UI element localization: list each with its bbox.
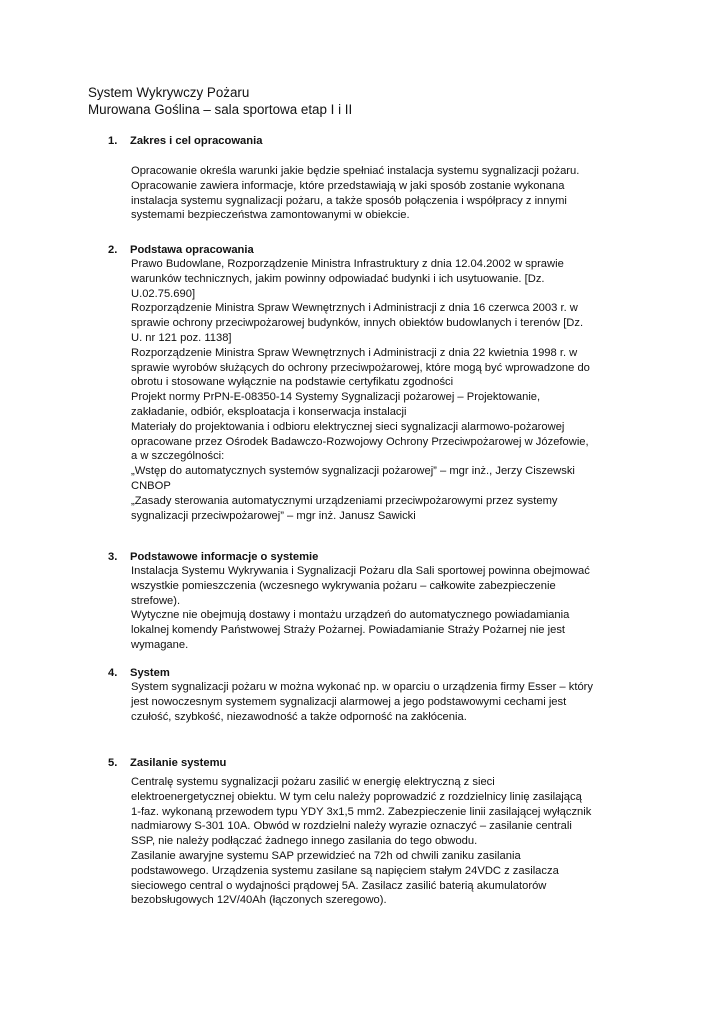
text-line: sieciowego central o wydajności prądowej 5A. Zasilacz zasilić baterią akumulatorów — [131, 879, 547, 892]
text-line: instalacja systemu sygnalizacji pożaru, a także sposób połączenia i współpracy z innymi — [131, 194, 567, 207]
text-line: opracowane przez Ośrodek Badawczo-Rozwojowy Ochrony Przeciwpożarowej w Józefowie, — [131, 435, 589, 448]
section-number: 1. — [108, 135, 118, 147]
text-line: lokalnej komendy Państwowej Straży Pożarnej. Powiadamianie Straży Pożarnej nie jest — [131, 624, 566, 637]
text-line: Opracowanie zawiera informacje, które przedstawiają w jaki sposób zostanie wykonana — [131, 179, 565, 192]
section-number: 4. — [108, 667, 118, 679]
text-line: Instalacja Systemu Wykrywania i Sygnalizacji Pożaru dla Sali sportowej powinna obejmować — [131, 565, 590, 577]
text-line: sygnalizacji przeciwpożarowej” – mgr inż. Janusz Sawicki — [131, 509, 416, 522]
text-line: sprawie wyrobów służących do ochrony przeciwpożarowej, które mogą być wprowadzone do — [131, 361, 590, 374]
text-line: Opracowanie określa warunki jakie będzie spełniać instalacja systemu sygnalizacji pożaru. — [131, 165, 580, 177]
text-line: obrotu i stosowane wyłącznie na podstawie certyfikatu zgodności — [131, 376, 454, 389]
text-line: Centralę systemu sygnalizacji pożaru zasilić w energię elektryczną z sieci — [131, 776, 495, 788]
text-line: sprawie ochrony przeciwpożarowej budynków, innych obiektów budowlanych i terenów [Dz. — [131, 317, 584, 330]
text-line: U. nr 121 poz. 1138] — [131, 331, 232, 344]
section-title: System — [130, 667, 170, 679]
title-line-2: Murowana Goślina – sala sportowa etap I i II — [88, 102, 353, 117]
text-line: Prawo Budowlane, Rozporządzenie Ministra Infrastruktury z dnia 12.04.2002 w sprawie — [131, 258, 564, 270]
text-line: elektroenergetycznej obiektu. W tym celu należy poprowadzić z rozdzielnicy linię zasilającą — [131, 790, 582, 803]
text-line: Projekt normy PrPN-E-08350-14 Systemy Sygnalizacji pożarowej – Projektowanie, — [131, 391, 541, 404]
section-title: Podstawa opracowania — [130, 244, 254, 256]
section-1-heading — [108, 134, 262, 148]
text-line: a w szczególności: — [131, 450, 225, 463]
text-line: podstawowego. Urządzenia systemu zasilane są napięciem stałym 24VDC z zasilacza — [131, 864, 559, 877]
section-4-body — [131, 680, 593, 724]
text-line: CNBOP — [131, 479, 171, 492]
text-line: 1-faz. wykonaną przewodem typu YDY 3x1,5 mm2. Zabezpieczenie linii zasilającej wyłącznik — [131, 805, 592, 818]
text-line: zakładanie, odbiór, eksploatacja i konserwacja instalacji — [131, 405, 407, 418]
text-line: jest nowoczesnym systemem sygnalizacji alarmowej a jego podstawowymi cechami jest — [131, 695, 567, 708]
text-line: System sygnalizacji pożaru w można wykonać np. w oparciu o urządzenia firmy Esser – który — [131, 681, 593, 693]
text-line: warunków technicznych, jakim powinny odpowiadać budynki i ich usytuowanie. [Dz. — [131, 272, 545, 285]
text-line: SSP, nie należy podłączać żadnego innego zasilania do tego obwodu. — [131, 835, 478, 848]
text-line: bezobsługowych 12V/40Ah (łączonych szeregowo). — [131, 894, 387, 907]
section-number: 5. — [108, 757, 118, 769]
section-3-heading — [108, 550, 318, 564]
text-line: U.02.75.690] — [131, 287, 196, 300]
section-5-body — [131, 775, 591, 908]
section-title: Zasilanie systemu — [130, 757, 227, 769]
section-4-heading — [108, 666, 170, 680]
section-title: Podstawowe informacje o systemie — [130, 551, 319, 563]
text-line: Rozporządzenie Ministra Spraw Wewnętrznych i Administracji z dnia 22 kwietnia 1998 r. w — [131, 346, 578, 359]
text-line: wymagane. — [131, 638, 189, 651]
text-line: Materiały do projektowania i odbioru elektrycznej sieci sygnalizacji alarmowo-pożarowej — [131, 420, 565, 433]
text-line: systemami bezpieczeństwa zamontowanymi w obiekcie. — [131, 209, 410, 222]
section-2-heading — [108, 243, 254, 257]
document-title — [88, 84, 352, 118]
section-number: 2. — [108, 244, 118, 256]
text-line: nadmiarowy S-301 10A. Obwód w rozdzielni należy wyrazie oznaczyć – zasilanie centrali — [131, 820, 572, 833]
text-line: Rozporządzenie Ministra Spraw Wewnętrznych i Administracji z dnia 16 czerwca 2003 r. w — [131, 302, 578, 315]
section-3-body — [131, 564, 590, 653]
section-number: 3. — [108, 551, 118, 563]
text-line: „Zasady sterowania automatycznymi urządzeniami przeciwpożarowymi przez systemy — [131, 494, 558, 507]
text-line: „Wstęp do automatycznych systemów sygnalizacji pożarowej” – mgr inż., Jerzy Ciszewski — [131, 465, 575, 478]
section-2-body — [131, 257, 590, 523]
title-line-1: System Wykrywczy Pożaru — [88, 85, 250, 100]
text-line: wszystkie pomieszczenia (wczesnego wykrywania pożaru – całkowite zabezpieczenie — [131, 579, 556, 592]
section-title: Zakres i cel opracowania — [130, 135, 263, 147]
text-line: czułość, szybkość, niezawodność a także odporność na zakłócenia. — [131, 710, 467, 723]
section-5-heading — [108, 756, 226, 770]
section-1-body — [131, 164, 579, 223]
text-line: strefowe). — [131, 594, 181, 607]
text-line: Wytyczne nie obejmują dostawy i montażu urządzeń do automatycznego powiadamiania — [131, 609, 570, 622]
text-line: Zasilanie awaryjne systemu SAP przewidzieć na 72h od chwili zaniku zasilania — [131, 849, 521, 862]
